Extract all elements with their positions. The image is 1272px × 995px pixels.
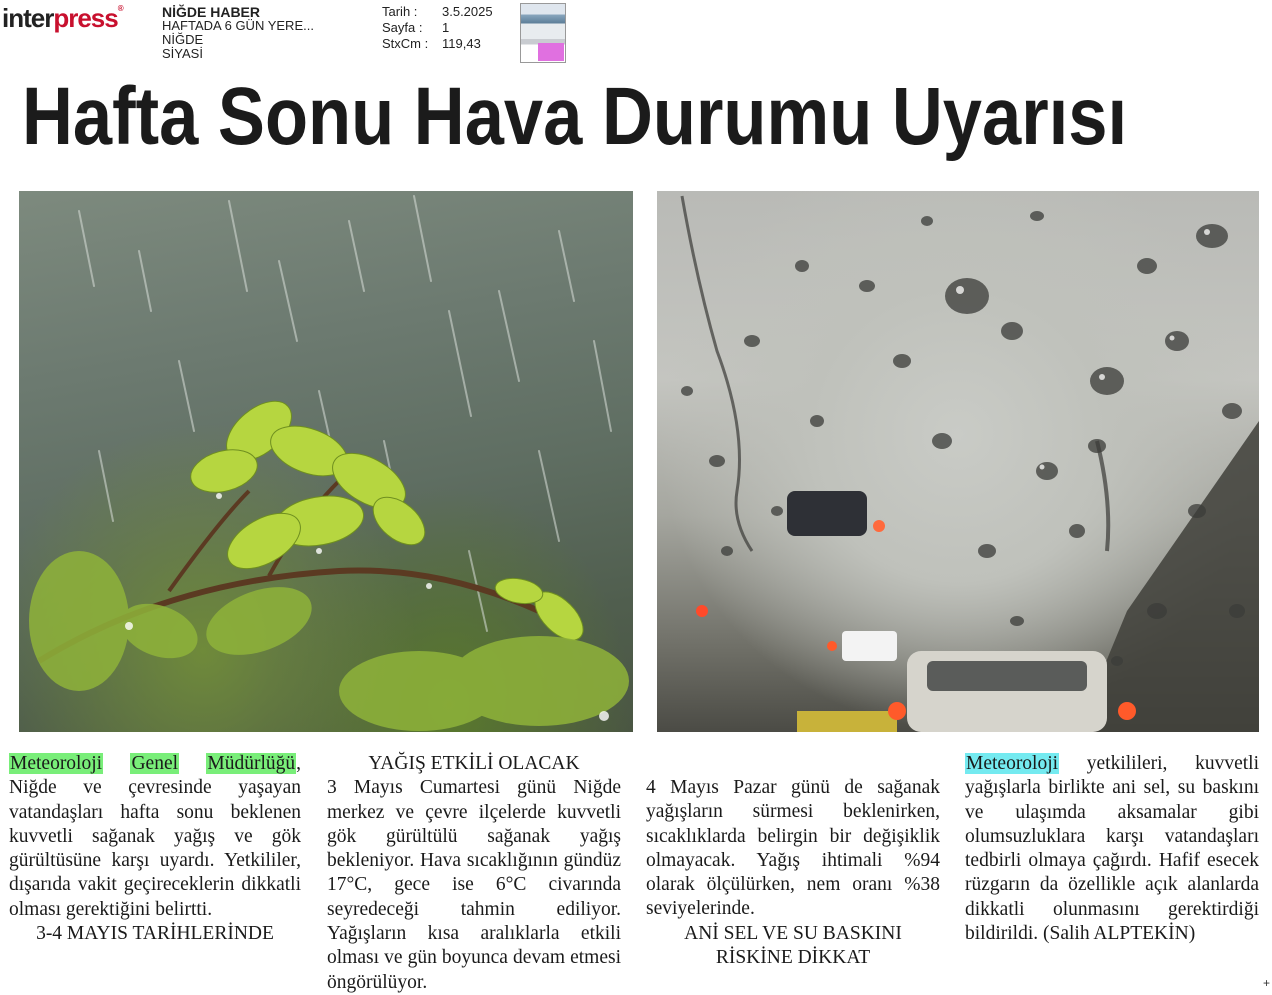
size-value: 119,43 [442,36,481,51]
highlight-keyword: Müdürlüğü [207,753,296,774]
article-headline: Hafta Sonu Hava Durumu Uyarısı [22,71,1128,162]
article-column-2 [327,752,621,995]
size-label: StxCm : [382,36,429,51]
subheading-may-3-4: 3-4 MAYIS TARİHLERİNDE [36,923,274,945]
logo-main-text: inter [2,3,54,33]
highlight-keyword: Genel [131,753,179,774]
crop-mark: + [1263,976,1271,990]
clipping-info [162,5,314,61]
column-2-body: 3 Mayıs Cumartesi günü Niğde merkez ve çevre ilçelerde kuvvetli gök gürültülü sağanak yağış bekleniyor. Hava sıcaklığının gündüz 17°C, gece ise 6°C civarında seyredeceği tahmin ediliyor. Yağışların kısa aralıklarla etkili olması ve gün boyunca devam etmesi öngörülüyor. [327,777,621,993]
column-1-body: , Niğde ve çevresinde yaşayan vatandaşları hafta sonu beklenen kuvvetli sağanak yağış ve gök gürültüsüne karşı uyardı. Yetkililer, dışarıda vakit geçireceklerin dikkatli olması gerektiğini belirtti. [9,753,302,920]
column-4-body: yetkilileri, kuvvetli yağışlarla birlikte ani sel, su baskını ve ulaşımda aksamalar gibi olumsuzluklara karşı vatandaşları tedbirli olmaya çağırdı. Hafif esecek rüzgarın da özellikle açık alanlarda dikkatli olunmasını gerektirdiği bildirildi. (Salih ALPTEKİN) [965,753,1259,945]
interpress-logo [2,5,123,31]
article-column-4 [965,752,1259,946]
page-thumbnail[interactable] [520,3,566,63]
subheading-flood-risk-1: ANİ SEL VE SU BASKINI [684,922,902,944]
city-name: NİĞDE [162,32,204,47]
page-value: 1 [442,20,450,35]
registered-mark: ® [117,4,123,13]
category-name: SİYASİ [162,46,203,61]
clipping-details [382,4,493,52]
date-label: Tarih : [382,4,418,19]
thumbnail-highlight [538,43,564,61]
subheading-rain-effective: YAĞIŞ ETKİLİ OLACAK [368,753,580,774]
highlight-keyword: Meteoroloji [966,753,1059,774]
photo-leaves-in-rain [19,191,633,732]
article-column-1 [9,752,301,946]
date-value: 3.5.2025 [442,4,493,19]
page-label: Sayfa : [382,20,423,35]
subheading-flood-risk-2: RİSKİNE DİKKAT [715,947,871,969]
column-3-body: 4 Mayıs Pazar günü de sağanak yağışların sürmesi beklenirken, sıcaklıklarda belirgin bir değişiklik olmayacak. Yağış ihtimali %94 olarak ölçülürken, nem oranı %38 seviyelerinde. [646,777,940,920]
headline-short: HAFTADA 6 GÜN YERE... [162,18,314,33]
photo-rain-on-windshield [657,191,1259,732]
highlight-keyword: Meteoroloji [10,753,103,774]
logo-accent-text: press [53,3,118,33]
article-column-3 [646,776,940,970]
publication-name: NİĞDE HABER [162,4,261,20]
